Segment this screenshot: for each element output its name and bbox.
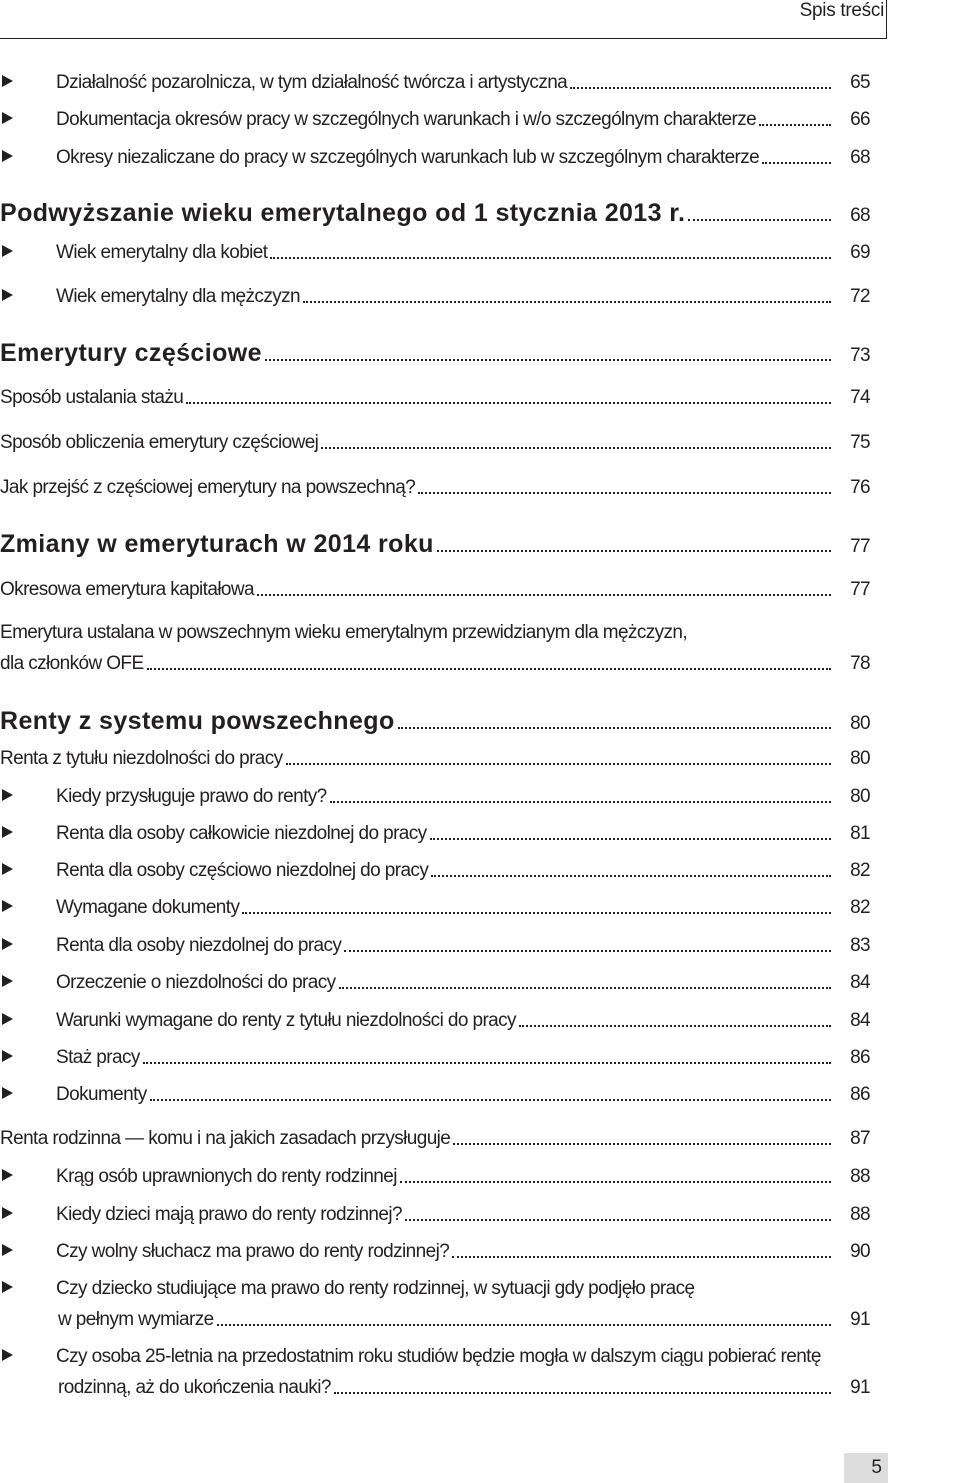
page-number: 5 <box>871 1457 882 1478</box>
dot-leader <box>286 763 831 765</box>
page-number-box <box>844 1453 888 1483</box>
toc-entry[interactable] <box>0 971 870 995</box>
dot-leader <box>217 1324 831 1326</box>
arrow-bullet-icon <box>0 1009 56 1033</box>
toc-entry-page: 65 <box>850 72 870 93</box>
dot-leader <box>334 1392 831 1394</box>
toc-entry[interactable] <box>0 108 870 132</box>
toc-chapter[interactable] <box>0 529 870 559</box>
toc-entry[interactable] <box>0 896 870 920</box>
arrow-bullet-icon <box>0 896 56 920</box>
toc-entry[interactable] <box>0 785 870 809</box>
toc-entry-page: 88 <box>850 1166 870 1187</box>
dot-leader <box>242 912 831 914</box>
toc-entry-page: 91 <box>850 1377 870 1398</box>
arrow-bullet-icon <box>0 1240 56 1264</box>
arrow-bullet-icon <box>0 859 56 883</box>
toc-entry-page: 86 <box>850 1084 870 1105</box>
toc-entry[interactable] <box>0 1046 870 1070</box>
toc-entry-label: Renta dla osoby częściowo niezdolnej do pracy <box>56 860 429 881</box>
toc-entry-page: 69 <box>850 242 870 263</box>
toc-entry-label: Działalność pozarolnicza, w tym działalność twórcza i artystyczna <box>56 72 568 93</box>
toc-entry-label: Czy dziecko studiujące ma prawo do renty rodzinnej, w sytuacji gdy podjęło pracę <box>56 1278 695 1299</box>
toc-chapter-label: Renty z systemu powszechnego <box>0 707 395 735</box>
toc-chapter-page: 73 <box>850 345 870 366</box>
toc-entry[interactable] <box>0 859 870 883</box>
arrow-bullet-icon <box>0 241 56 265</box>
toc-section-page: 87 <box>850 1128 870 1149</box>
toc-section-page: 76 <box>850 477 870 498</box>
arrow-bullet-icon <box>0 146 56 170</box>
toc-entry[interactable] <box>0 1009 870 1033</box>
toc-chapter-page: 80 <box>850 713 870 734</box>
toc-entry[interactable] <box>0 1345 870 1400</box>
toc-entry[interactable] <box>0 146 870 170</box>
toc-entry-page: 68 <box>850 147 870 168</box>
dot-leader <box>303 301 831 303</box>
toc-entry-label: Warunki wymagane do renty z tytułu niezdolności do pracy <box>56 1010 516 1031</box>
arrow-bullet-icon <box>0 822 56 846</box>
toc-section-page: 78 <box>850 653 870 674</box>
arrow-bullet-icon <box>0 71 56 95</box>
dot-leader <box>143 1062 831 1064</box>
toc-entry[interactable] <box>0 241 870 265</box>
toc-entry-label: Staż pracy <box>56 1047 140 1068</box>
dot-leader <box>257 594 831 596</box>
toc-chapter[interactable] <box>0 706 870 736</box>
toc-section-label-continued: dla członków OFE <box>0 653 144 674</box>
arrow-bullet-icon <box>0 108 56 132</box>
arrow-bullet-icon <box>0 785 56 809</box>
toc-section-label: Renta rodzinna — komu i na jakich zasadach przysługuje <box>0 1128 451 1149</box>
toc-section-label: Jak przejść z częściowej emerytury na powszechną? <box>0 477 416 498</box>
toc-entry[interactable] <box>0 822 870 846</box>
toc-section[interactable] <box>0 578 870 602</box>
toc-chapter-page: 77 <box>850 536 870 557</box>
dot-leader <box>570 87 831 89</box>
arrow-bullet-icon <box>0 1083 56 1107</box>
toc-entry-page: 84 <box>850 972 870 993</box>
arrow-bullet-icon <box>0 1345 56 1369</box>
toc-chapter[interactable] <box>0 338 870 368</box>
toc-chapter-label: Zmiany w emeryturach w 2014 roku <box>0 530 434 558</box>
toc-entry-label: Okresy niezaliczane do pracy w szczególnych warunkach lub w szczególnym charakterze <box>56 147 760 168</box>
arrow-bullet-icon <box>0 1203 56 1227</box>
dot-leader <box>418 492 831 494</box>
arrow-bullet-icon <box>0 971 56 995</box>
toc-chapter[interactable] <box>0 198 870 228</box>
toc-entry-label: Orzeczenie o niezdolności do pracy <box>56 972 336 993</box>
toc-entry-label: Wiek emerytalny dla kobiet <box>56 242 268 263</box>
toc-entry[interactable] <box>0 1083 870 1107</box>
toc-entry-page: 80 <box>850 786 870 807</box>
toc-entry-page: 82 <box>850 860 870 881</box>
toc-entry[interactable] <box>0 1240 870 1264</box>
arrow-bullet-icon <box>0 1277 56 1301</box>
toc-section-label: Sposób ustalania stażu <box>0 387 184 408</box>
toc-entry-page: 88 <box>850 1204 870 1225</box>
dot-leader <box>344 950 831 952</box>
toc-entry-page: 72 <box>850 286 870 307</box>
toc-section[interactable] <box>0 1127 870 1151</box>
dot-leader <box>688 219 831 221</box>
toc-entry-label: Dokumenty <box>56 1084 147 1105</box>
dot-leader <box>400 1181 831 1183</box>
dot-leader <box>762 162 831 164</box>
toc-entry-page: 91 <box>850 1309 870 1330</box>
toc-entry[interactable] <box>0 934 870 958</box>
dot-leader <box>431 875 831 877</box>
toc-entry[interactable] <box>0 71 870 95</box>
toc-section[interactable] <box>0 386 870 410</box>
toc-section-label: Sposób obliczenia emerytury częściowej <box>0 432 319 453</box>
toc-entry[interactable] <box>0 1277 870 1332</box>
dot-leader <box>147 668 831 670</box>
toc-section-page: 77 <box>850 579 870 600</box>
toc-section-page: 80 <box>850 748 870 769</box>
toc-section-page: 75 <box>850 432 870 453</box>
toc-entry-label: Renta dla osoby niezdolnej do pracy <box>56 935 342 956</box>
toc-entry-page: 82 <box>850 897 870 918</box>
toc-section[interactable] <box>0 621 870 676</box>
arrow-bullet-icon <box>0 1046 56 1070</box>
toc-section-page: 74 <box>850 387 870 408</box>
toc-entry-page: 66 <box>850 109 870 130</box>
toc-entry-label: Krąg osób uprawnionych do renty rodzinnej <box>56 1166 397 1187</box>
toc-chapter-label: Podwyższanie wieku emerytalnego od 1 stycznia 2013 r. <box>0 199 686 227</box>
toc-chapter-page: 68 <box>850 205 870 226</box>
toc-entry[interactable] <box>0 1203 870 1227</box>
dot-leader <box>270 257 831 259</box>
arrow-bullet-icon <box>0 934 56 958</box>
toc-entry-label-continued: rodzinną, aż do ukończenia nauki? <box>58 1377 331 1398</box>
toc-section[interactable] <box>0 476 870 500</box>
toc-entry-page: 83 <box>850 935 870 956</box>
dot-leader <box>398 727 831 729</box>
dot-leader <box>186 402 831 404</box>
toc-section[interactable] <box>0 431 870 455</box>
dot-leader <box>405 1219 831 1221</box>
toc-entry-label: Czy wolny słuchacz ma prawo do renty rodzinnej? <box>56 1241 450 1262</box>
toc-section[interactable] <box>0 747 870 771</box>
toc-entry-label: Czy osoba 25-letnia na przedostatnim roku studiów będzie mogła w dalszym ciągu pobierać rentę <box>56 1346 821 1367</box>
dot-leader <box>339 987 831 989</box>
toc-chapter-label: Emerytury częściowe <box>0 339 262 367</box>
toc-section-label: Renta z tytułu niezdolności do pracy <box>0 748 283 769</box>
dot-leader <box>453 1143 831 1145</box>
toc-entry[interactable] <box>0 285 870 309</box>
running-head-title: Spis treści <box>799 0 884 21</box>
dot-leader <box>519 1025 831 1027</box>
toc-section-label: Emerytura ustalana w powszechnym wieku emerytalnym przewidzianym dla mężczyzn, <box>0 622 688 643</box>
dot-leader <box>330 801 831 803</box>
toc-section-label: Okresowa emerytura kapitałowa <box>0 579 254 600</box>
toc-entry[interactable] <box>0 1165 870 1189</box>
toc-entry-label: Dokumentacja okresów pracy w szczególnych warunkach i w/o szczególnym charakterze <box>56 109 757 130</box>
toc-entry-label-continued: w pełnym wymiarze <box>58 1309 214 1330</box>
dot-leader <box>437 550 831 552</box>
arrow-bullet-icon <box>0 285 56 309</box>
toc-entry-page: 86 <box>850 1047 870 1068</box>
dot-leader <box>321 447 831 449</box>
dot-leader <box>759 124 831 126</box>
toc-entry-label: Wiek emerytalny dla mężczyzn <box>56 286 300 307</box>
toc-entry-page: 84 <box>850 1010 870 1031</box>
toc-entry-label: Wymagane dokumenty <box>56 897 240 918</box>
running-head <box>0 0 887 39</box>
toc-entry-label: Renta dla osoby całkowicie niezdolnej do pracy <box>56 823 427 844</box>
dot-leader <box>150 1099 831 1101</box>
dot-leader <box>452 1256 831 1258</box>
arrow-bullet-icon <box>0 1165 56 1189</box>
dot-leader <box>265 359 831 361</box>
toc-entry-page: 81 <box>850 823 870 844</box>
toc-entry-page: 90 <box>850 1241 870 1262</box>
toc-entry-label: Kiedy przysługuje prawo do renty? <box>56 786 327 807</box>
dot-leader <box>430 838 831 840</box>
toc-entry-label: Kiedy dzieci mają prawo do renty rodzinnej? <box>56 1204 402 1225</box>
